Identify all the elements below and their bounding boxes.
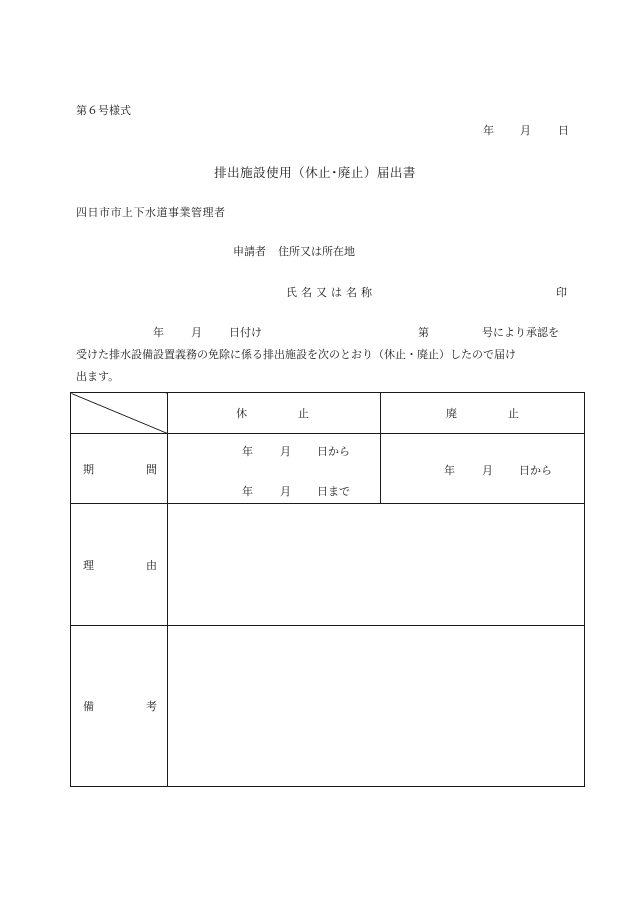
period-row	[71, 434, 585, 504]
suspend-until-month: 月	[280, 485, 291, 498]
ref-month: 月	[191, 326, 202, 339]
suspend-until-year: 年	[242, 485, 253, 498]
abolish-from-day: 日から	[519, 464, 552, 477]
diagonal-header-cell	[71, 393, 168, 434]
header-suspend: 休 止	[168, 393, 381, 434]
suspend-until-day: 日まで	[317, 485, 350, 498]
abolish-from-month: 月	[482, 464, 493, 477]
period-label: 期 間	[71, 434, 168, 504]
remarks-field[interactable]	[168, 626, 585, 787]
remarks-row	[71, 626, 585, 787]
address-label: 住所又は所在地	[278, 245, 355, 258]
addressee: 四日市市上下水道事業管理者	[76, 206, 226, 219]
suspend-from-year: 年	[242, 445, 253, 458]
suspend-from-month: 月	[280, 445, 291, 458]
ref-number-suffix: 号により承認を	[482, 326, 559, 339]
reason-field[interactable]	[168, 504, 585, 626]
ref-number-prefix: 第	[418, 326, 429, 339]
body-line-2: 受けた排水設備設置義務の免除に係る排出施設を次のとおり（休止・廃止）したので届け	[76, 348, 516, 361]
date-month: 月	[520, 124, 531, 137]
applicant-address-line	[233, 243, 355, 259]
date-year: 年	[483, 124, 494, 137]
suspend-from-day: 日から	[317, 445, 350, 458]
remarks-label: 備 考	[71, 626, 168, 787]
name-label: 氏名又は名称	[286, 286, 376, 299]
date-day: 日	[558, 124, 569, 137]
document-title: 排出施設使用（休止･廃止）届出書	[214, 165, 416, 180]
form-number: 第６号様式	[76, 104, 131, 117]
abolish-from-year: 年	[444, 464, 455, 477]
body-line-3: 出ます。	[76, 370, 120, 383]
reason-label: 理 由	[71, 504, 168, 626]
seal-mark: 印	[556, 286, 567, 299]
suspend-period-cell	[168, 434, 381, 504]
table-header-row	[71, 393, 585, 434]
ref-dated: 日付け	[229, 326, 262, 339]
notification-table	[70, 392, 585, 787]
reason-row	[71, 504, 585, 626]
ref-year: 年	[153, 326, 164, 339]
header-abolish: 廃 止	[381, 393, 585, 434]
applicant-label: 申請者	[233, 245, 266, 258]
abolish-period-cell	[381, 434, 585, 504]
